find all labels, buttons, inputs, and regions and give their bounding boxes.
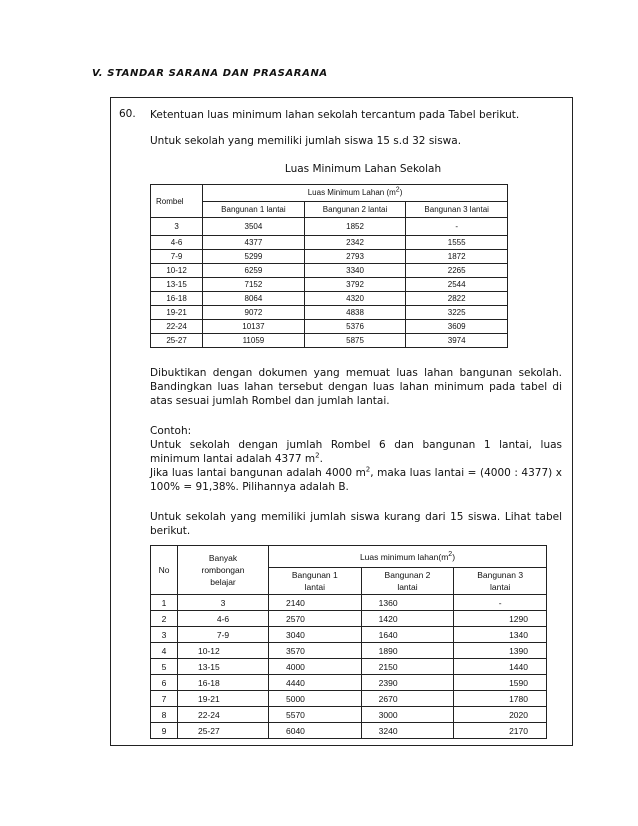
table-cell: 5875 <box>304 334 406 348</box>
table-cell: 3504 <box>203 218 305 236</box>
land-area-table <box>150 184 508 348</box>
item-content <box>150 108 562 739</box>
table-cell: 25-27 <box>178 723 269 739</box>
table-cell: 4838 <box>304 306 406 320</box>
table-cell: 13-15 <box>151 278 203 292</box>
table-row <box>151 292 508 306</box>
table-cell: 1872 <box>406 250 508 264</box>
col-header: Bangunan 2 lantai <box>361 568 454 595</box>
table-row <box>151 595 547 611</box>
table-cell: 10137 <box>203 320 305 334</box>
table-cell: 5376 <box>304 320 406 334</box>
table-cell: 1340 <box>454 627 547 643</box>
table-cell: 1440 <box>454 659 547 675</box>
table-row <box>151 611 547 627</box>
table-row <box>151 278 508 292</box>
table-cell: 2342 <box>304 236 406 250</box>
table-cell: 1890 <box>361 643 454 659</box>
table-cell: 4-6 <box>151 236 203 250</box>
table-row <box>151 643 547 659</box>
example-line-1: Untuk sekolah dengan jumlah Rombel 6 dan bangunan 1 lantai, luas minimum lantai adalah 4377 $m^2$. <box>150 439 562 465</box>
table-cell: 2150 <box>361 659 454 675</box>
table-cell: 5570 <box>269 707 362 723</box>
table-cell: 2265 <box>406 264 508 278</box>
table-cell: 4-6 <box>178 611 269 627</box>
intro-text: Ketentuan luas minimum lahan sekolah tercantum pada Tabel berikut. <box>150 109 520 121</box>
table-cell: 1290 <box>454 611 547 627</box>
table-cell: 1390 <box>454 643 547 659</box>
table-row <box>151 306 508 320</box>
col-header: Bangunan 2 lantai <box>304 201 406 218</box>
table-cell: 6040 <box>269 723 362 739</box>
table-cell: 16-18 <box>151 292 203 306</box>
table-row <box>151 236 508 250</box>
table-row <box>151 707 547 723</box>
table-cell: 3792 <box>304 278 406 292</box>
table-cell: 4320 <box>304 292 406 306</box>
table-cell: 10-12 <box>151 264 203 278</box>
table-cell: - <box>454 595 547 611</box>
table-cell: 1420 <box>361 611 454 627</box>
table-cell: 1 <box>151 595 178 611</box>
table-cell: 1852 <box>304 218 406 236</box>
table-cell: 16-18 <box>178 675 269 691</box>
table-cell: 3040 <box>269 627 362 643</box>
table-cell: 3 <box>178 595 269 611</box>
example-label: Contoh: <box>150 425 192 437</box>
table-cell: 2 <box>151 611 178 627</box>
table-row <box>151 691 547 707</box>
table-cell: 4 <box>151 643 178 659</box>
table-cell: 7152 <box>203 278 305 292</box>
table-cell: 11059 <box>203 334 305 348</box>
table-row <box>151 264 508 278</box>
table-cell: 1590 <box>454 675 547 691</box>
table-cell: 5000 <box>269 691 362 707</box>
table-cell: 4440 <box>269 675 362 691</box>
table-cell: 2544 <box>406 278 508 292</box>
table-cell: 25-27 <box>151 334 203 348</box>
no-header: No <box>151 546 178 595</box>
table-row <box>151 334 508 348</box>
table-cell: 13-15 <box>178 659 269 675</box>
table-cell: 10-12 <box>178 643 269 659</box>
small-school-table <box>150 545 547 739</box>
table-cell: - <box>406 218 508 236</box>
area-group-header: Luas Minimum Lahan $(m^2)$ <box>203 185 508 202</box>
table-row <box>151 218 508 236</box>
table-cell: 19-21 <box>178 691 269 707</box>
table-cell: 2170 <box>454 723 547 739</box>
table-cell: 2570 <box>269 611 362 627</box>
table-cell: 7 <box>151 691 178 707</box>
table-cell: 1555 <box>406 236 508 250</box>
table-cell: 3 <box>151 218 203 236</box>
table-cell: 22-24 <box>151 320 203 334</box>
table-cell: 2020 <box>454 707 547 723</box>
table-cell: 1780 <box>454 691 547 707</box>
subheading-under-15: Untuk sekolah yang memiliki jumlah siswa kurang dari 15 siswa. Lihat tabel berikut. <box>150 511 562 537</box>
table-cell: 6 <box>151 675 178 691</box>
area-group-header: Luas minimum $lahan(m^2)$ <box>269 546 547 568</box>
subheading-15-32: Untuk sekolah yang memiliki jumlah siswa 15 s.d 32 siswa. <box>150 135 462 147</box>
table-cell: 2390 <box>361 675 454 691</box>
table-cell: 7-9 <box>151 250 203 264</box>
table-cell: 8064 <box>203 292 305 306</box>
table-cell: 7-9 <box>178 627 269 643</box>
table-row <box>151 723 547 739</box>
table-cell: 8 <box>151 707 178 723</box>
table-cell: 2140 <box>269 595 362 611</box>
table-row <box>151 627 547 643</box>
table-row <box>151 675 547 691</box>
table-cell: 3240 <box>361 723 454 739</box>
table-cell: 9072 <box>203 306 305 320</box>
table-cell: 5 <box>151 659 178 675</box>
table-cell: 19-21 <box>151 306 203 320</box>
table-cell: 4000 <box>269 659 362 675</box>
table-cell: 3225 <box>406 306 508 320</box>
table-row <box>151 320 508 334</box>
table-cell: 3609 <box>406 320 508 334</box>
example-line-2: Jika luas lantai bangunan adalah 4000 $m^2$, maka luas lantai = (4000 : 4377) x 100% = 91,38%. Pilihannya adalah B. <box>150 465 562 493</box>
table-row <box>151 250 508 264</box>
table-cell: 1640 <box>361 627 454 643</box>
table-cell: 22-24 <box>178 707 269 723</box>
table-cell: 1360 <box>361 595 454 611</box>
col-header: Bangunan 3 lantai <box>454 568 547 595</box>
col-header: Bangunan 1 lantai <box>269 568 362 595</box>
content-box <box>110 97 573 746</box>
evidence-paragraph: Dibuktikan dengan dokumen yang memuat luas lahan bangunan sekolah. Bandingkan luas lahan tersebut dengan luas lahan minimum pada tabel di atas sesuai jumlah Rombel dan jumlah lantai. <box>150 367 562 407</box>
table-cell: 3974 <box>406 334 508 348</box>
table-cell: 2822 <box>406 292 508 306</box>
rombongan-header: Banyak rombongan belajar <box>178 546 269 595</box>
table-cell: 3570 <box>269 643 362 659</box>
table-cell: 9 <box>151 723 178 739</box>
table-cell: 2793 <box>304 250 406 264</box>
table-cell: 3000 <box>361 707 454 723</box>
col-header: Bangunan 3 lantai <box>406 201 508 218</box>
section-heading: V. STANDAR SARANA DAN PRASARANA <box>92 68 328 79</box>
table-cell: 6259 <box>203 264 305 278</box>
item-number: 60. <box>119 108 136 120</box>
table-row <box>151 659 547 675</box>
table1-title: Luas Minimum Lahan Sekolah <box>284 163 442 175</box>
table-cell: 5299 <box>203 250 305 264</box>
table-cell: 2670 <box>361 691 454 707</box>
col-header: Bangunan 1 lantai <box>203 201 305 218</box>
table-cell: 3 <box>151 627 178 643</box>
table-cell: 3340 <box>304 264 406 278</box>
rombel-header: Rombel <box>151 185 203 218</box>
table-cell: 4377 <box>203 236 305 250</box>
